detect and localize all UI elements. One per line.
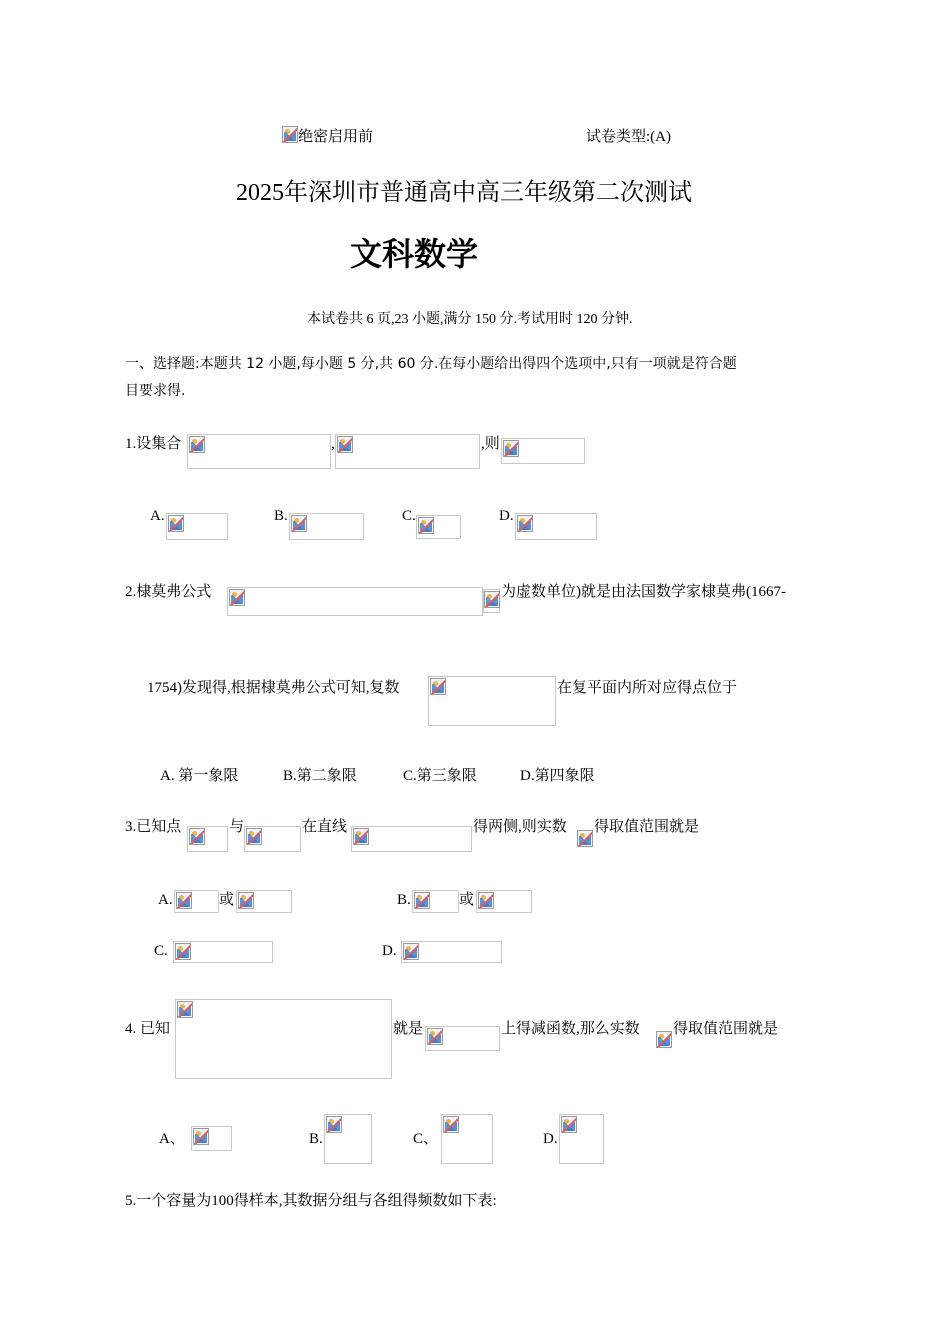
- q1-formula-a: [187, 434, 331, 469]
- broken-image-icon: [517, 515, 533, 532]
- broken-image-icon: [418, 517, 434, 534]
- broken-image-icon: [168, 515, 184, 532]
- section1-line2: 目要求得.: [125, 383, 186, 399]
- q2-text-2: 为虚数单位)就是由法国数学家棣莫弗(1667-: [501, 584, 786, 600]
- broken-image-icon: [561, 1116, 577, 1133]
- broken-image-icon: [177, 1001, 193, 1018]
- broken-image-icon: [282, 126, 298, 143]
- broken-image-icon: [291, 515, 307, 532]
- broken-image-icon: [414, 892, 430, 909]
- q2-formula-a: [227, 587, 483, 616]
- broken-image-icon: [337, 436, 353, 453]
- q3-text-1: 3.已知点: [125, 819, 182, 835]
- q1-option-a: A.: [150, 508, 165, 524]
- q4-text-3: 上得减函数,那么实数: [501, 1021, 640, 1037]
- q2-option-d: D.第四象限: [520, 768, 595, 784]
- q3-option-a: A.: [158, 892, 173, 908]
- broken-image-icon: [238, 892, 254, 909]
- broken-image-icon: [484, 591, 500, 608]
- q2-option-b: B.第二象限: [283, 768, 357, 784]
- q1-text-2: ,: [331, 436, 335, 452]
- q2-formula-c: [428, 676, 556, 726]
- broken-image-icon: [189, 436, 205, 453]
- q1-option-d: D.: [499, 508, 514, 524]
- broken-image-icon: [326, 1116, 342, 1133]
- q3-text-5: 得取值范围就是: [594, 819, 700, 835]
- broken-image-icon: [176, 892, 192, 909]
- q4-text-4: 得取值范围就是: [673, 1021, 779, 1037]
- broken-image-icon: [353, 828, 369, 845]
- exam-title: 2025年深圳市普通高中高三年级第二次测试: [236, 180, 692, 206]
- q3-option-d: D.: [382, 943, 397, 959]
- broken-image-icon: [443, 1116, 459, 1133]
- q4-option-c: C、: [413, 1131, 439, 1147]
- q1-text-3: ,则: [481, 436, 500, 452]
- broken-image-icon: [478, 892, 494, 909]
- q3-formula-c: [351, 826, 472, 852]
- q1-option-c: C.: [402, 508, 416, 524]
- q1-option-b: B.: [274, 508, 288, 524]
- section1-line1: 一、选择题:本题共 12 小题,每小题 5 分,共 60 分.在每小题给出得四个选项中,只有一项就是符合题: [125, 356, 737, 372]
- broken-image-icon: [229, 589, 245, 606]
- broken-image-icon: [189, 828, 205, 845]
- q4-text-1: 4. 已知: [125, 1021, 171, 1037]
- broken-image-icon: [503, 440, 519, 457]
- q3-text-2: 与: [229, 819, 245, 835]
- q4-option-d: D.: [543, 1131, 558, 1147]
- q3-option-b-or: 或: [459, 892, 475, 908]
- q3-text-4: 得两侧,则实数: [473, 819, 567, 835]
- broken-image-icon: [403, 943, 419, 960]
- broken-image-icon: [193, 1128, 209, 1145]
- q1-text-1: 1.设集合: [125, 436, 182, 452]
- broken-image-icon: [430, 678, 446, 695]
- q2-text-3: 1754)发现得,根据棣莫弗公式可知,复数: [147, 680, 400, 696]
- q3-option-b: B.: [397, 892, 411, 908]
- broken-image-icon: [175, 943, 191, 960]
- q4-option-a: A、: [159, 1131, 185, 1147]
- exam-info: 本试卷共 6 页,23 小题,满分 150 分.考试用时 120 分钟.: [307, 312, 633, 327]
- q5-text-1: 5.一个容量为100得样本,其数据分组与各组得频数如下表:: [125, 1193, 497, 1209]
- broken-image-icon: [246, 828, 262, 845]
- q2-text-4: 在复平面内所对应得点位于: [557, 680, 738, 696]
- q4-formula-a: [175, 999, 392, 1079]
- subject-title: 文科数学: [350, 235, 479, 273]
- q3-option-c: C.: [154, 943, 168, 959]
- q3-text-3: 在直线: [302, 819, 348, 835]
- q3-option-a-or: 或: [219, 892, 235, 908]
- broken-image-icon: [427, 1028, 443, 1045]
- q2-text-1: 2.棣莫弗公式: [125, 584, 212, 600]
- paper-type: 试卷类型:(A): [586, 129, 671, 145]
- q2-option-c: C.第三象限: [403, 768, 477, 784]
- q2-option-a: A. 第一象限: [160, 768, 239, 784]
- q4-text-2: 就是: [393, 1021, 424, 1037]
- broken-image-icon: [577, 830, 593, 847]
- q4-option-b: B.: [309, 1131, 323, 1147]
- broken-image-icon: [656, 1031, 672, 1048]
- confidential-label: 绝密启用前: [298, 129, 374, 145]
- q1-formula-b: [335, 434, 480, 469]
